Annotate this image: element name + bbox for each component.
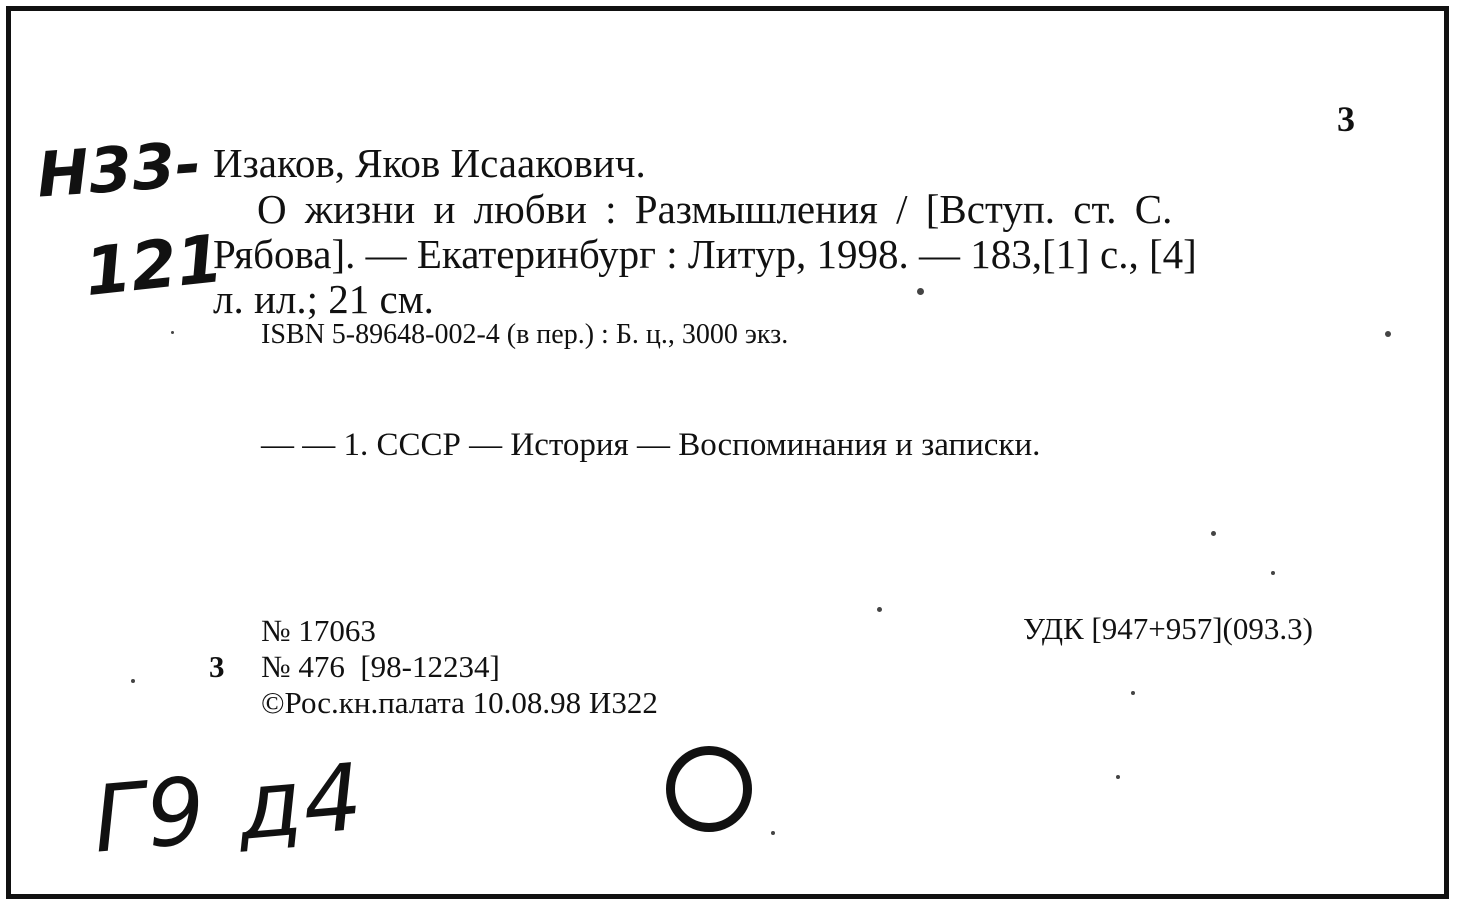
speck: [1385, 331, 1391, 337]
title-line-1: О жизни и любви : Размышления / [Вступ. ст. С.: [257, 186, 1173, 232]
title-line-3: л. ил.; 21 см.: [213, 276, 434, 322]
book-chamber-line: ©Рос.кн.палата 10.08.98 И322: [261, 685, 658, 720]
catalog-card: [6, 6, 1449, 899]
udk-code: УДК [947+957](093.3): [1023, 611, 1313, 646]
registration-number: № 476 [98-12234]: [261, 649, 500, 684]
speck: [131, 679, 135, 683]
handwritten-code: Г9 д4: [88, 743, 369, 874]
speck: [877, 607, 882, 612]
subject-line: — — 1. СССР — История — Воспоминания и записки.: [261, 427, 1041, 463]
speck: [917, 288, 924, 295]
speck: [1271, 571, 1275, 575]
handwritten-shelf-mark-top: Н33-: [34, 127, 204, 212]
speck: [1131, 691, 1135, 695]
speck: [1116, 775, 1120, 779]
speck: [171, 331, 174, 334]
handwritten-shelf-mark-bottom: 121: [81, 220, 227, 311]
speck: [771, 831, 775, 835]
author-heading: Изаков, Яков Исаакович.: [213, 140, 646, 186]
card-corner-number: 3: [1337, 99, 1355, 139]
speck: [1211, 531, 1216, 536]
copy-prefix: 3: [209, 649, 225, 684]
title-line-2: Рябова]. — Екатеринбург : Литур, 1998. — 183,[1] с., [4]: [213, 231, 1197, 277]
card-number: № 17063: [261, 613, 376, 648]
stamp-ring: [666, 746, 752, 832]
isbn-line: ISBN 5-89648-002-4 (в пер.) : Б. ц., 3000 экз.: [261, 319, 789, 350]
